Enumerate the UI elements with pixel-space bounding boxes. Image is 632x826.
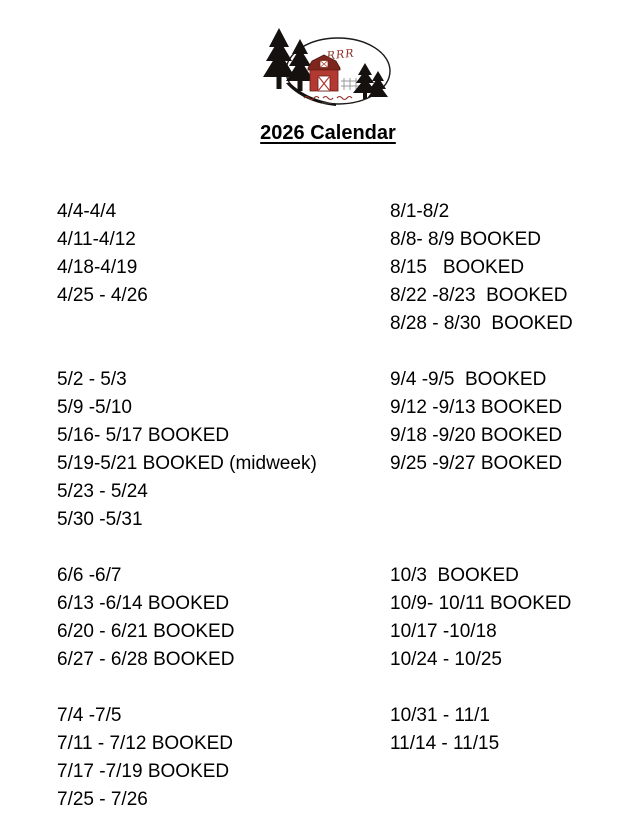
date-entry-left: 6/13 -6/14 BOOKED: [57, 593, 230, 614]
ranch-logo: [262, 27, 394, 107]
date-entry-left: 6/20 - 6/21 BOOKED: [57, 621, 235, 642]
date-entry-left: 4/18-4/19: [57, 257, 138, 278]
date-entry-right: 8/28 - 8/30 BOOKED: [390, 313, 573, 334]
date-entry-left: 6/6 -6/7: [57, 565, 122, 586]
date-entry-left: 5/2 - 5/3: [57, 369, 127, 390]
calendar-row: [57, 478, 632, 506]
date-entry-left: 5/19-5/21 BOOKED (midweek): [57, 453, 317, 474]
date-entry-right: 8/15 BOOKED: [390, 257, 525, 278]
date-entry-left: 7/17 -7/19 BOOKED: [57, 761, 230, 782]
calendar-row: [57, 702, 632, 730]
date-entry-left: 5/16- 5/17 BOOKED: [57, 425, 230, 446]
calendar-row: [57, 562, 632, 590]
calendar-block: [57, 702, 632, 814]
calendar-row: [57, 646, 632, 674]
date-entry-right: 9/25 -9/27 BOOKED: [390, 453, 563, 474]
date-entry-right: [390, 786, 632, 814]
date-entry-left: 5/30 -5/31: [57, 509, 143, 530]
date-entry-right: 10/31 - 11/1: [390, 705, 491, 726]
calendar-row: [57, 422, 632, 450]
logo-monogram: RRR: [326, 46, 356, 63]
calendar-row: [57, 730, 632, 758]
calendar-rows: [57, 198, 632, 814]
calendar-row: [57, 282, 632, 310]
calendar-row: [57, 450, 632, 478]
calendar-row: [57, 226, 632, 254]
date-entry-left: 6/27 - 6/28 BOOKED: [57, 649, 235, 670]
calendar-row: [57, 366, 632, 394]
calendar-row: [57, 590, 632, 618]
date-entry-right: 9/12 -9/13 BOOKED: [390, 397, 563, 418]
calendar-block: [57, 562, 632, 674]
calendar-row: [57, 506, 632, 534]
date-entry-right: 9/18 -9/20 BOOKED: [390, 425, 563, 446]
date-entry-left: 5/23 - 5/24: [57, 481, 148, 502]
date-entry-left: 7/25 - 7/26: [57, 789, 148, 810]
date-entry-left: 4/25 - 4/26: [57, 285, 148, 306]
calendar-block: [57, 366, 632, 534]
calendar-row: [57, 198, 632, 226]
calendar-row: [57, 618, 632, 646]
date-entry-right: 10/24 - 10/25: [390, 649, 502, 670]
date-entry-left: 5/9 -5/10: [57, 397, 132, 418]
date-entry-right: [390, 758, 632, 786]
date-entry-left: 7/11 - 7/12 BOOKED: [57, 733, 234, 754]
date-entry-left: 7/4 -7/5: [57, 705, 122, 726]
document-header: [12, 27, 632, 146]
calendar-row: [57, 758, 632, 786]
date-entry-right: 8/22 -8/23 BOOKED: [390, 285, 568, 306]
date-entry-right: 8/1-8/2: [390, 201, 450, 222]
calendar-row: [57, 254, 632, 282]
date-entry-right: 10/9- 10/11 BOOKED: [390, 593, 572, 614]
date-entry-left: [57, 310, 390, 338]
calendar-row: [57, 310, 632, 338]
date-entry-right: 10/3 BOOKED: [390, 565, 519, 586]
page-title: 2026 Calendar: [260, 122, 396, 144]
date-entry-right: [390, 478, 632, 506]
date-entry-right: [390, 506, 632, 534]
calendar-row: [57, 394, 632, 422]
date-entry-right: 11/14 - 11/15: [390, 733, 500, 754]
calendar-block: [57, 198, 632, 338]
date-entry-right: 9/4 -9/5 BOOKED: [390, 369, 547, 390]
date-entry-left: 4/11-4/12: [57, 229, 136, 250]
date-entry-left: 4/4-4/4: [57, 201, 117, 222]
date-entry-right: 8/8- 8/9 BOOKED: [390, 229, 542, 250]
fence-icon: [341, 78, 359, 90]
calendar-row: [57, 786, 632, 814]
date-entry-right: 10/17 -10/18: [390, 621, 497, 642]
